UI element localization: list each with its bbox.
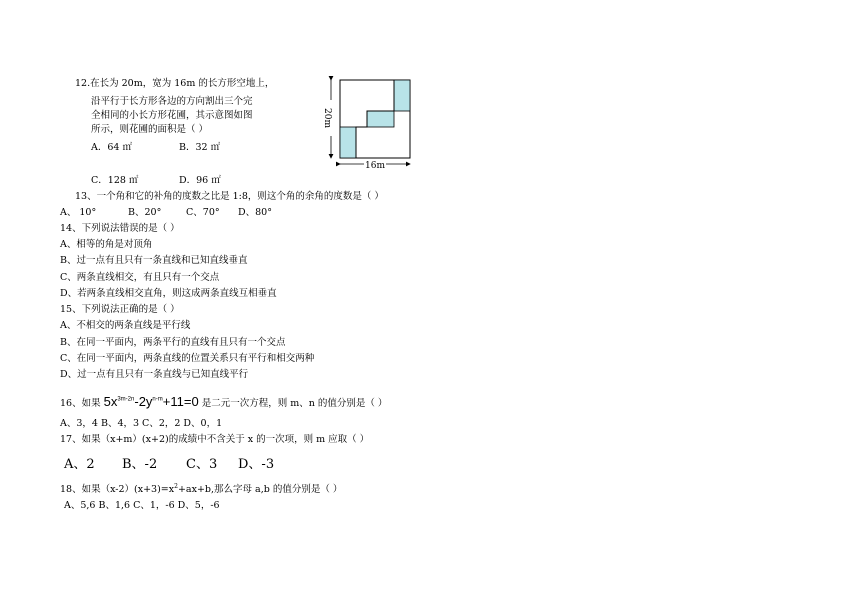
q12-line-3: 全相同的小长方形花圃，其示意图如图	[91, 110, 253, 121]
q13-options	[60, 207, 272, 219]
q14-option-c: C、两条直线相交，有且只有一个交点	[60, 272, 220, 283]
q12-option-c: C．128 ㎡	[91, 175, 139, 186]
q16-prefix: 16、如果	[60, 398, 104, 409]
q16-question	[60, 394, 387, 412]
q16-eq-exp2: n-m	[152, 396, 163, 403]
q13-option-a: A、 10°	[60, 207, 97, 218]
q12-option-a: A．64 ㎡	[91, 142, 132, 153]
q18-question	[60, 484, 342, 496]
q16-eq-term2: -2y	[134, 394, 153, 409]
q16-equation	[104, 394, 199, 409]
q17-option-c: C、3	[186, 457, 218, 472]
q16-eq-term1: 5x	[103, 394, 118, 409]
q12-line-1: 12.在长为 20m，宽为 16m 的长方形空地上，	[75, 78, 275, 89]
q13-option-c: C、70°	[186, 207, 220, 218]
q12-line-4: 所示，则花圃的面积是（ ）	[91, 124, 209, 135]
flowerbed-svg	[318, 74, 422, 174]
q12-line-2: 沿平行于长方形各边的方向割出三个完	[91, 96, 253, 107]
q15-option-c: C、在同一平面内，两条直线的位置关系只有平行和相交两种	[60, 353, 315, 364]
q14-option-a: A、相等的角是对顶角	[60, 239, 153, 250]
flowerbed-diagram	[318, 74, 422, 174]
q18-exponent: 2	[174, 482, 178, 490]
q12-option-d: D．96 ㎡	[179, 175, 221, 186]
q18-options: A、5,6 B、1,6 C、1，-6 D、5，-6	[64, 500, 220, 511]
q13-question: 13、一个角和它的补角的度数之比是 1:8，则这个角的余角的度数是（ ）	[75, 191, 384, 202]
q16-suffix: 是二元一次方程，则 m、n 的值分别是（ ）	[198, 398, 388, 409]
q17-options	[64, 457, 274, 473]
q15-option-d: D、过一点有且只有一条直线与已知直线平行	[60, 369, 249, 380]
q18-suffix: +ax+b,那么字母 a,b 的值分别是（ ）	[177, 484, 343, 495]
q16-eq-exp1: 3m-2n	[117, 396, 135, 403]
flowerbed-middle	[367, 111, 394, 127]
q13-option-d: D、80°	[238, 207, 272, 218]
q15-option-a: A、不相交的两条直线是平行线	[60, 320, 191, 331]
width-label: 16m	[365, 161, 385, 171]
q17-option-d: D、-3	[238, 457, 275, 472]
q15-option-b: B、在同一平面内，两条平行的直线有且只有一个交点	[60, 337, 286, 348]
q18-prefix: 18、如果（x-2）(x+3)=x	[60, 484, 175, 495]
q17-question: 17、如果（x+m）(x+2)的成绩中不含关于 x 的一次项，则 m 应取（ ）	[60, 434, 370, 445]
q16-options: A、3，4 B、4，3 C、2，2 D、0，1	[60, 418, 223, 429]
q15-question: 15、下列说法正确的是（ ）	[60, 304, 180, 315]
q14-option-b: B、过一点有且只有一条直线和已知直线垂直	[60, 255, 248, 266]
q17-option-a: A、2	[64, 457, 95, 472]
q12-option-b: B．32 ㎡	[179, 142, 221, 153]
q16-eq-term3: +11=0	[162, 394, 199, 409]
q17-option-b: B、-2	[122, 457, 158, 472]
height-label: 20m	[322, 108, 332, 128]
flowerbed-top-right	[394, 80, 410, 111]
q14-option-d: D、若两条直线相交直角，则这成两条直线互相垂直	[60, 288, 277, 299]
q13-option-b: B、20°	[128, 207, 162, 218]
q14-question: 14、下列说法错误的是（ ）	[60, 223, 180, 234]
flowerbed-bottom-left	[340, 127, 356, 158]
